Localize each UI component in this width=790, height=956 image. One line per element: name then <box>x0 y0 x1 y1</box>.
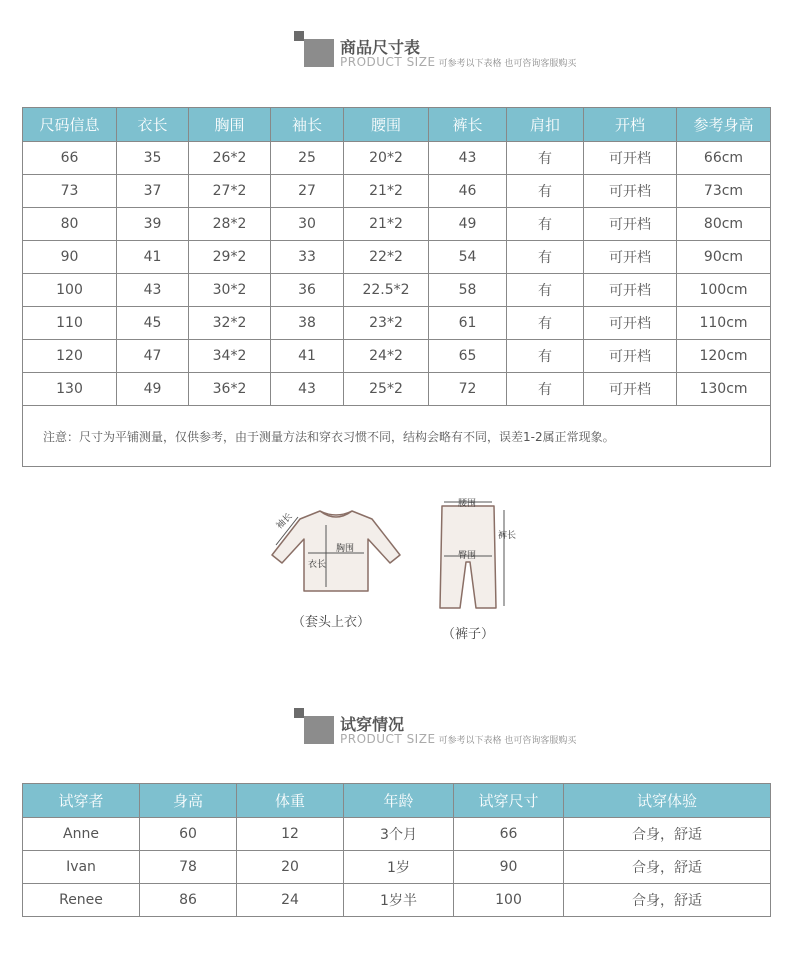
size-table-note: 注意：尺寸为平铺测量，仅供参考，由于测量方法和穿衣习惯不同，结构会略有不同，误差1-2属正常现象。 <box>23 406 771 467</box>
table-cell: 22.5*2 <box>344 274 429 307</box>
size-section-title-en <box>340 55 576 69</box>
table-cell: 90cm <box>677 241 771 274</box>
table-cell: 37 <box>117 175 189 208</box>
table-cell: 90 <box>454 851 564 884</box>
table-cell: 100cm <box>677 274 771 307</box>
table-cell: 25 <box>271 142 344 175</box>
table-cell: 24*2 <box>344 340 429 373</box>
table-cell: 100 <box>23 274 117 307</box>
table-cell: 80 <box>23 208 117 241</box>
table-cell: 90 <box>23 241 117 274</box>
table-cell: 60 <box>140 818 237 851</box>
size-table-header-row <box>23 108 771 142</box>
trial-section-title-en <box>340 732 576 746</box>
table-cell: 21*2 <box>344 175 429 208</box>
table-cell: 39 <box>117 208 189 241</box>
table-cell: Ivan <box>23 851 140 884</box>
size-table-header: 参考身高 <box>677 108 771 142</box>
table-row <box>23 241 771 274</box>
size-table <box>22 107 771 467</box>
table-cell: 可开档 <box>584 208 677 241</box>
size-table-note-row <box>23 406 771 467</box>
table-cell: 30 <box>271 208 344 241</box>
trial-section-title-cn: 试穿情况 <box>340 715 405 734</box>
table-cell: 58 <box>429 274 507 307</box>
table-cell: 有 <box>507 175 584 208</box>
table-cell: 27*2 <box>189 175 271 208</box>
table-cell: 66cm <box>677 142 771 175</box>
table-cell: 合身，舒适 <box>564 818 771 851</box>
table-cell: 38 <box>271 307 344 340</box>
size-table-header: 尺码信息 <box>23 108 117 142</box>
table-cell: 35 <box>117 142 189 175</box>
table-cell: 86 <box>140 884 237 917</box>
top-sleeve-label: 袖长 <box>274 511 295 532</box>
table-cell: Anne <box>23 818 140 851</box>
table-cell: 110 <box>23 307 117 340</box>
table-cell: 27 <box>271 175 344 208</box>
table-cell: 有 <box>507 340 584 373</box>
table-cell: 28*2 <box>189 208 271 241</box>
table-cell: 41 <box>271 340 344 373</box>
table-cell: 可开档 <box>584 307 677 340</box>
pants-diagram <box>436 496 516 614</box>
table-row <box>23 851 771 884</box>
table-cell: 73cm <box>677 175 771 208</box>
table-cell: 可开档 <box>584 241 677 274</box>
table-cell: 78 <box>140 851 237 884</box>
trial-table-header: 试穿尺寸 <box>454 784 564 818</box>
table-cell: 36 <box>271 274 344 307</box>
table-row <box>23 274 771 307</box>
table-cell: 可开档 <box>584 340 677 373</box>
table-cell: 73 <box>23 175 117 208</box>
size-table-header: 开档 <box>584 108 677 142</box>
table-cell: 36*2 <box>189 373 271 406</box>
table-cell: 21*2 <box>344 208 429 241</box>
table-cell: 61 <box>429 307 507 340</box>
table-cell: 120 <box>23 340 117 373</box>
table-cell: 33 <box>271 241 344 274</box>
table-row <box>23 307 771 340</box>
table-cell: 46 <box>429 175 507 208</box>
table-cell: 66 <box>454 818 564 851</box>
trial-table-header: 试穿体验 <box>564 784 771 818</box>
size-table-header: 衣长 <box>117 108 189 142</box>
table-cell: 54 <box>429 241 507 274</box>
table-row <box>23 142 771 175</box>
table-cell: 合身，舒适 <box>564 884 771 917</box>
size-section-title-note: 可参考以下表格 也可咨询客服购买 <box>438 59 577 69</box>
size-table-header: 腰围 <box>344 108 429 142</box>
table-cell: 可开档 <box>584 175 677 208</box>
table-cell: 30*2 <box>189 274 271 307</box>
table-row <box>23 884 771 917</box>
title-square-small-icon <box>294 708 304 718</box>
trial-section-title-en-text: PRODUCT SIZE <box>340 732 436 746</box>
table-cell: 43 <box>429 142 507 175</box>
table-cell: 12 <box>237 818 344 851</box>
table-cell: 有 <box>507 274 584 307</box>
table-cell: 41 <box>117 241 189 274</box>
table-cell: 有 <box>507 373 584 406</box>
table-cell: 23*2 <box>344 307 429 340</box>
pants-caption: （裤子） <box>442 627 495 642</box>
table-cell: 合身，舒适 <box>564 851 771 884</box>
pants-waist-label: 腰围 <box>458 499 477 509</box>
table-cell: 22*2 <box>344 241 429 274</box>
table-cell: 1岁 <box>344 851 454 884</box>
size-table-body <box>23 142 771 406</box>
pullover-top-diagram <box>268 505 404 600</box>
table-cell: 24 <box>237 884 344 917</box>
table-cell: 3个月 <box>344 818 454 851</box>
table-cell: 32*2 <box>189 307 271 340</box>
trial-section-title-note: 可参考以下表格 也可咨询客服购买 <box>438 736 577 746</box>
table-row <box>23 175 771 208</box>
table-cell: 49 <box>117 373 189 406</box>
table-row <box>23 373 771 406</box>
table-cell: 有 <box>507 307 584 340</box>
title-square-icon <box>304 39 334 67</box>
table-cell: 34*2 <box>189 340 271 373</box>
table-cell: 72 <box>429 373 507 406</box>
table-cell: 有 <box>507 208 584 241</box>
trial-table-header: 年龄 <box>344 784 454 818</box>
trial-table <box>22 783 771 917</box>
pants-hip-label: 臀围 <box>458 551 477 561</box>
title-square-icon <box>304 716 334 744</box>
table-cell: 1岁半 <box>344 884 454 917</box>
table-cell: 130cm <box>677 373 771 406</box>
table-row <box>23 340 771 373</box>
trial-table-header-row <box>23 784 771 818</box>
table-cell: 可开档 <box>584 142 677 175</box>
table-row <box>23 818 771 851</box>
trial-table-header: 身高 <box>140 784 237 818</box>
table-cell: 100 <box>454 884 564 917</box>
size-table-header: 袖长 <box>271 108 344 142</box>
table-cell: 29*2 <box>189 241 271 274</box>
size-section-title-en-text: PRODUCT SIZE <box>340 55 436 69</box>
size-table-header: 胸围 <box>189 108 271 142</box>
table-cell: 65 <box>429 340 507 373</box>
table-row <box>23 208 771 241</box>
size-section-title-cn: 商品尺寸表 <box>340 38 421 57</box>
table-cell: 120cm <box>677 340 771 373</box>
table-cell: 45 <box>117 307 189 340</box>
table-cell: 66 <box>23 142 117 175</box>
table-cell: 可开档 <box>584 274 677 307</box>
title-square-small-icon <box>294 31 304 41</box>
table-cell: 43 <box>271 373 344 406</box>
size-table-header: 裤长 <box>429 108 507 142</box>
table-cell: 47 <box>117 340 189 373</box>
table-cell: Renee <box>23 884 140 917</box>
table-cell: 可开档 <box>584 373 677 406</box>
table-cell: 43 <box>117 274 189 307</box>
pullover-top-caption: （套头上衣） <box>292 615 371 630</box>
size-table-header: 肩扣 <box>507 108 584 142</box>
trial-table-header: 试穿者 <box>23 784 140 818</box>
pants-length-label: 裤长 <box>498 531 516 541</box>
table-cell: 有 <box>507 241 584 274</box>
table-cell: 25*2 <box>344 373 429 406</box>
table-cell: 26*2 <box>189 142 271 175</box>
table-cell: 110cm <box>677 307 771 340</box>
table-cell: 130 <box>23 373 117 406</box>
table-cell: 49 <box>429 208 507 241</box>
table-cell: 20 <box>237 851 344 884</box>
top-length-label: 衣长 <box>308 560 327 570</box>
trial-table-body <box>23 818 771 917</box>
table-cell: 有 <box>507 142 584 175</box>
table-cell: 20*2 <box>344 142 429 175</box>
trial-table-header: 体重 <box>237 784 344 818</box>
top-chest-label: 胸围 <box>336 544 355 554</box>
table-cell: 80cm <box>677 208 771 241</box>
